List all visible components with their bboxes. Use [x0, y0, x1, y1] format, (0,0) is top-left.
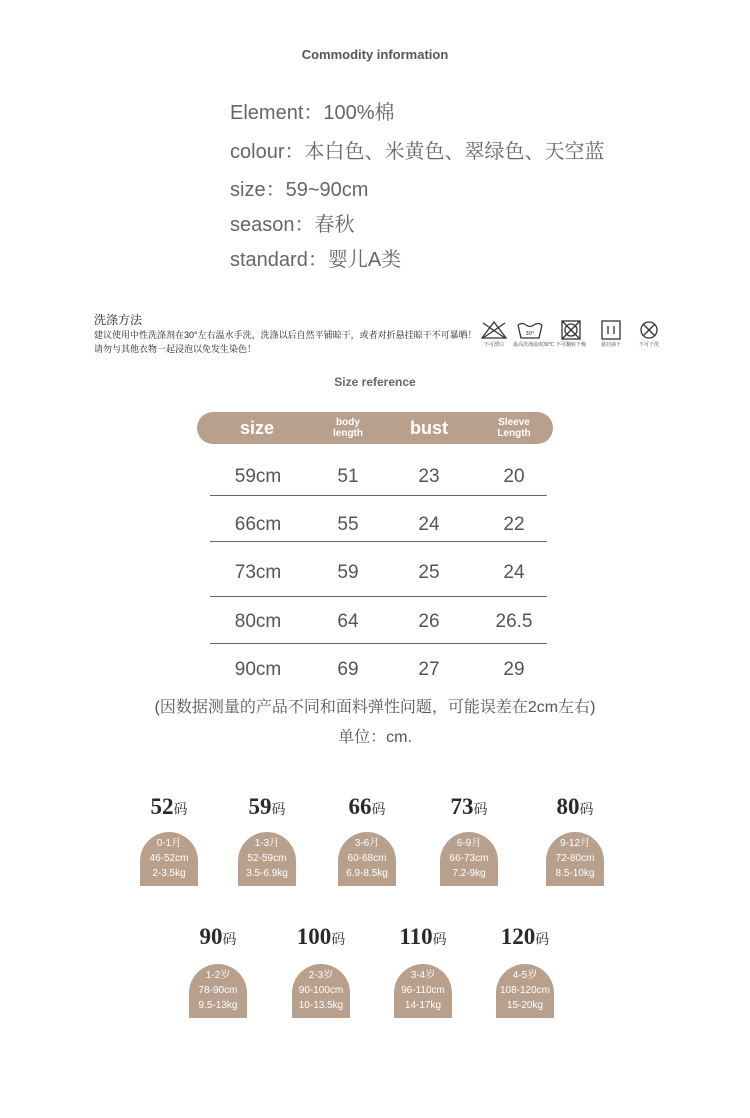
size-card: [292, 964, 350, 1018]
size-chart-item: [173, 922, 263, 1018]
cell-sleeve-length: 29: [503, 659, 525, 680]
size-unit: 码: [173, 803, 188, 818]
size-height: 108-120cm: [499, 985, 551, 996]
size-table-header: [197, 412, 553, 444]
table-row: [210, 602, 547, 642]
no-bleach-icon: [480, 320, 508, 340]
size-reference-title: Size reference: [334, 375, 416, 389]
header-bust: [387, 412, 471, 444]
wash-30-icon: [516, 320, 544, 340]
size-unit: 码: [579, 803, 594, 818]
cell-bust: 26: [418, 611, 440, 632]
unit-note: 单位：cm.: [338, 729, 412, 746]
table-row: [210, 457, 547, 497]
header-label: bust: [410, 417, 448, 438]
size-number: 80: [556, 794, 580, 819]
size-number: 110: [399, 924, 433, 949]
size-age: 4-5岁: [512, 970, 538, 981]
care-caption: 不可干洗: [638, 342, 659, 348]
size-label: [480, 922, 570, 952]
size-age: 2-3岁: [308, 970, 334, 981]
size-label: [124, 792, 214, 822]
header-label: length: [333, 428, 363, 439]
no-dry-clean-icon: [635, 320, 663, 340]
header-label: Length: [497, 428, 531, 439]
size-chart-item: [222, 792, 312, 886]
size-unit: 码: [271, 803, 286, 818]
size-height: 90-100cm: [298, 985, 344, 996]
size-weight: 8.5-10kg: [555, 868, 595, 879]
cell-size: 59cm: [234, 466, 282, 487]
commodity-info-title: Commodity information: [301, 47, 449, 62]
cell-bust: 24: [418, 514, 440, 535]
size-age: 3-4岁: [410, 970, 436, 981]
row-divider: [210, 643, 547, 644]
wash-temp-label: 30°: [525, 331, 535, 337]
spec-element: Element：100%棉: [230, 102, 395, 124]
measurement-note: (因数据测量的产品不同和面料弹性问题，可能误差在2cm左右): [154, 699, 596, 716]
size-chart-item: [276, 922, 366, 1018]
size-height: 96-110cm: [401, 985, 445, 996]
care-caption: 最高洗涤温度30℃: [513, 342, 555, 348]
size-chart-item: [480, 922, 570, 1018]
size-weight: 2-3.5kg: [152, 868, 186, 879]
table-row: [210, 505, 547, 545]
cell-size: 80cm: [234, 611, 282, 632]
spec-value: 婴儿A类: [327, 249, 402, 271]
header-label: body: [336, 417, 360, 428]
header-label: Sleeve: [498, 417, 530, 428]
cell-body-length: 64: [337, 611, 359, 632]
cell-sleeve-length: 24: [503, 562, 525, 583]
size-card: [440, 832, 498, 886]
size-card: [140, 832, 198, 886]
size-height: 60-68cm: [347, 853, 387, 864]
cell-sleeve-length: 22: [503, 514, 525, 535]
size-chart-item: [124, 792, 214, 886]
size-number: 90: [199, 924, 223, 949]
size-height: 66-73cm: [449, 853, 489, 864]
size-chart-item: [378, 922, 468, 1018]
row-divider: [210, 495, 547, 496]
header-body-length: [305, 412, 391, 444]
size-label: [322, 792, 412, 822]
no-tumble-dry-icon: [557, 320, 585, 340]
line-dry-shade-icon: [597, 320, 625, 340]
spec-value: 本白色、米黄色、翠绿色、天空蓝: [304, 141, 605, 163]
spec-value: 春秋: [314, 214, 355, 236]
size-number: 59: [248, 794, 272, 819]
cell-size: 90cm: [234, 659, 282, 680]
size-age: 0-1月: [156, 838, 182, 849]
cell-size: 66cm: [234, 514, 282, 535]
spec-label: season: [230, 214, 295, 236]
size-label: [378, 922, 468, 952]
care-caption: 悬挂滴干: [600, 342, 621, 348]
size-height: 52-59cm: [247, 853, 287, 864]
size-chart-item: [322, 792, 412, 886]
spec-label: colour: [230, 141, 285, 163]
cell-bust: 25: [418, 562, 440, 583]
spec-colour: colour：本白色、米黄色、翠绿色、天空蓝: [230, 141, 605, 163]
size-age: 1-2岁: [205, 970, 231, 981]
row-divider: [210, 541, 547, 542]
care-icon-item: [477, 320, 511, 348]
size-unit: 码: [371, 803, 386, 818]
size-unit: 码: [535, 933, 550, 948]
spec-size: size：59~90cm: [230, 179, 369, 201]
size-label: [173, 922, 263, 952]
size-height: 78-90cm: [198, 985, 238, 996]
size-label: [530, 792, 620, 822]
size-chart-item: [530, 792, 620, 886]
size-age: 6-9月: [456, 838, 482, 849]
row-divider: [210, 596, 547, 597]
size-weight: 7.2-9kg: [452, 868, 486, 879]
size-weight: 10-13.5kg: [298, 1000, 344, 1011]
header-sleeve-length: [471, 412, 557, 444]
cell-body-length: 69: [337, 659, 359, 680]
care-instruction-line: 建议使用中性洗涤剂在30°左右温水手洗，洗涤以后自然平铺晾干，或者对折悬挂晾干不可暴晒！: [94, 330, 477, 340]
spec-value: 100%棉: [323, 102, 395, 124]
size-unit: 码: [222, 933, 237, 948]
size-weight: 14-17kg: [404, 1000, 442, 1011]
header-label: size: [239, 417, 275, 438]
size-height: 46-52cm: [149, 853, 189, 864]
spec-label: size: [230, 179, 266, 201]
header-size: [209, 412, 305, 444]
size-unit: 码: [473, 803, 488, 818]
size-card: [338, 832, 396, 886]
size-label: [222, 792, 312, 822]
size-number: 100: [296, 924, 332, 949]
size-weight: 9.5-13kg: [198, 1000, 238, 1011]
care-icon-item: [632, 320, 666, 348]
spec-label: standard: [230, 249, 308, 271]
size-number: 52: [150, 794, 174, 819]
care-icon-item: [554, 320, 588, 348]
size-chart-item: [424, 792, 514, 886]
cell-size: 73cm: [234, 562, 282, 583]
care-caption: 不可漂白: [483, 342, 504, 348]
spec-season: season：春秋: [230, 214, 355, 236]
size-age: 9-12月: [559, 838, 590, 849]
size-card: [394, 964, 452, 1018]
cell-bust: 23: [418, 466, 440, 487]
size-number: 66: [348, 794, 372, 819]
care-caption: 不可翻转干燥: [555, 342, 586, 348]
size-unit: 码: [432, 933, 447, 948]
size-card: [546, 832, 604, 886]
size-weight: 15-20kg: [506, 1000, 544, 1011]
size-weight: 6.9-8.5kg: [346, 868, 388, 879]
cell-body-length: 55: [337, 514, 359, 535]
size-card: [496, 964, 554, 1018]
spec-label: Element: [230, 102, 304, 124]
cell-sleeve-length: 20: [503, 466, 525, 487]
care-icon-item: [594, 320, 628, 348]
size-label: [424, 792, 514, 822]
table-row: [210, 553, 547, 593]
care-title: 洗涤方法: [94, 313, 143, 327]
size-age: 3-6月: [354, 838, 380, 849]
size-weight: 3.5-6.9kg: [246, 868, 288, 879]
cell-bust: 27: [418, 659, 440, 680]
spec-value: 59~90cm: [285, 179, 369, 201]
cell-sleeve-length: 26.5: [495, 611, 533, 632]
size-age: 1-3月: [254, 838, 280, 849]
size-label: [276, 922, 366, 952]
care-instruction-line: 请勿与其他衣物一起浸泡以免发生染色！: [94, 344, 257, 354]
cell-body-length: 51: [337, 466, 359, 487]
table-row: [210, 650, 547, 690]
size-height: 72-80cm: [555, 853, 595, 864]
care-icon-item: [513, 320, 555, 348]
size-unit: 码: [331, 933, 346, 948]
size-card: [189, 964, 247, 1018]
size-card: [238, 832, 296, 886]
size-number: 73: [450, 794, 474, 819]
cell-body-length: 59: [337, 562, 359, 583]
spec-standard: standard：婴儿A类: [230, 249, 402, 271]
size-number: 120: [500, 924, 536, 949]
